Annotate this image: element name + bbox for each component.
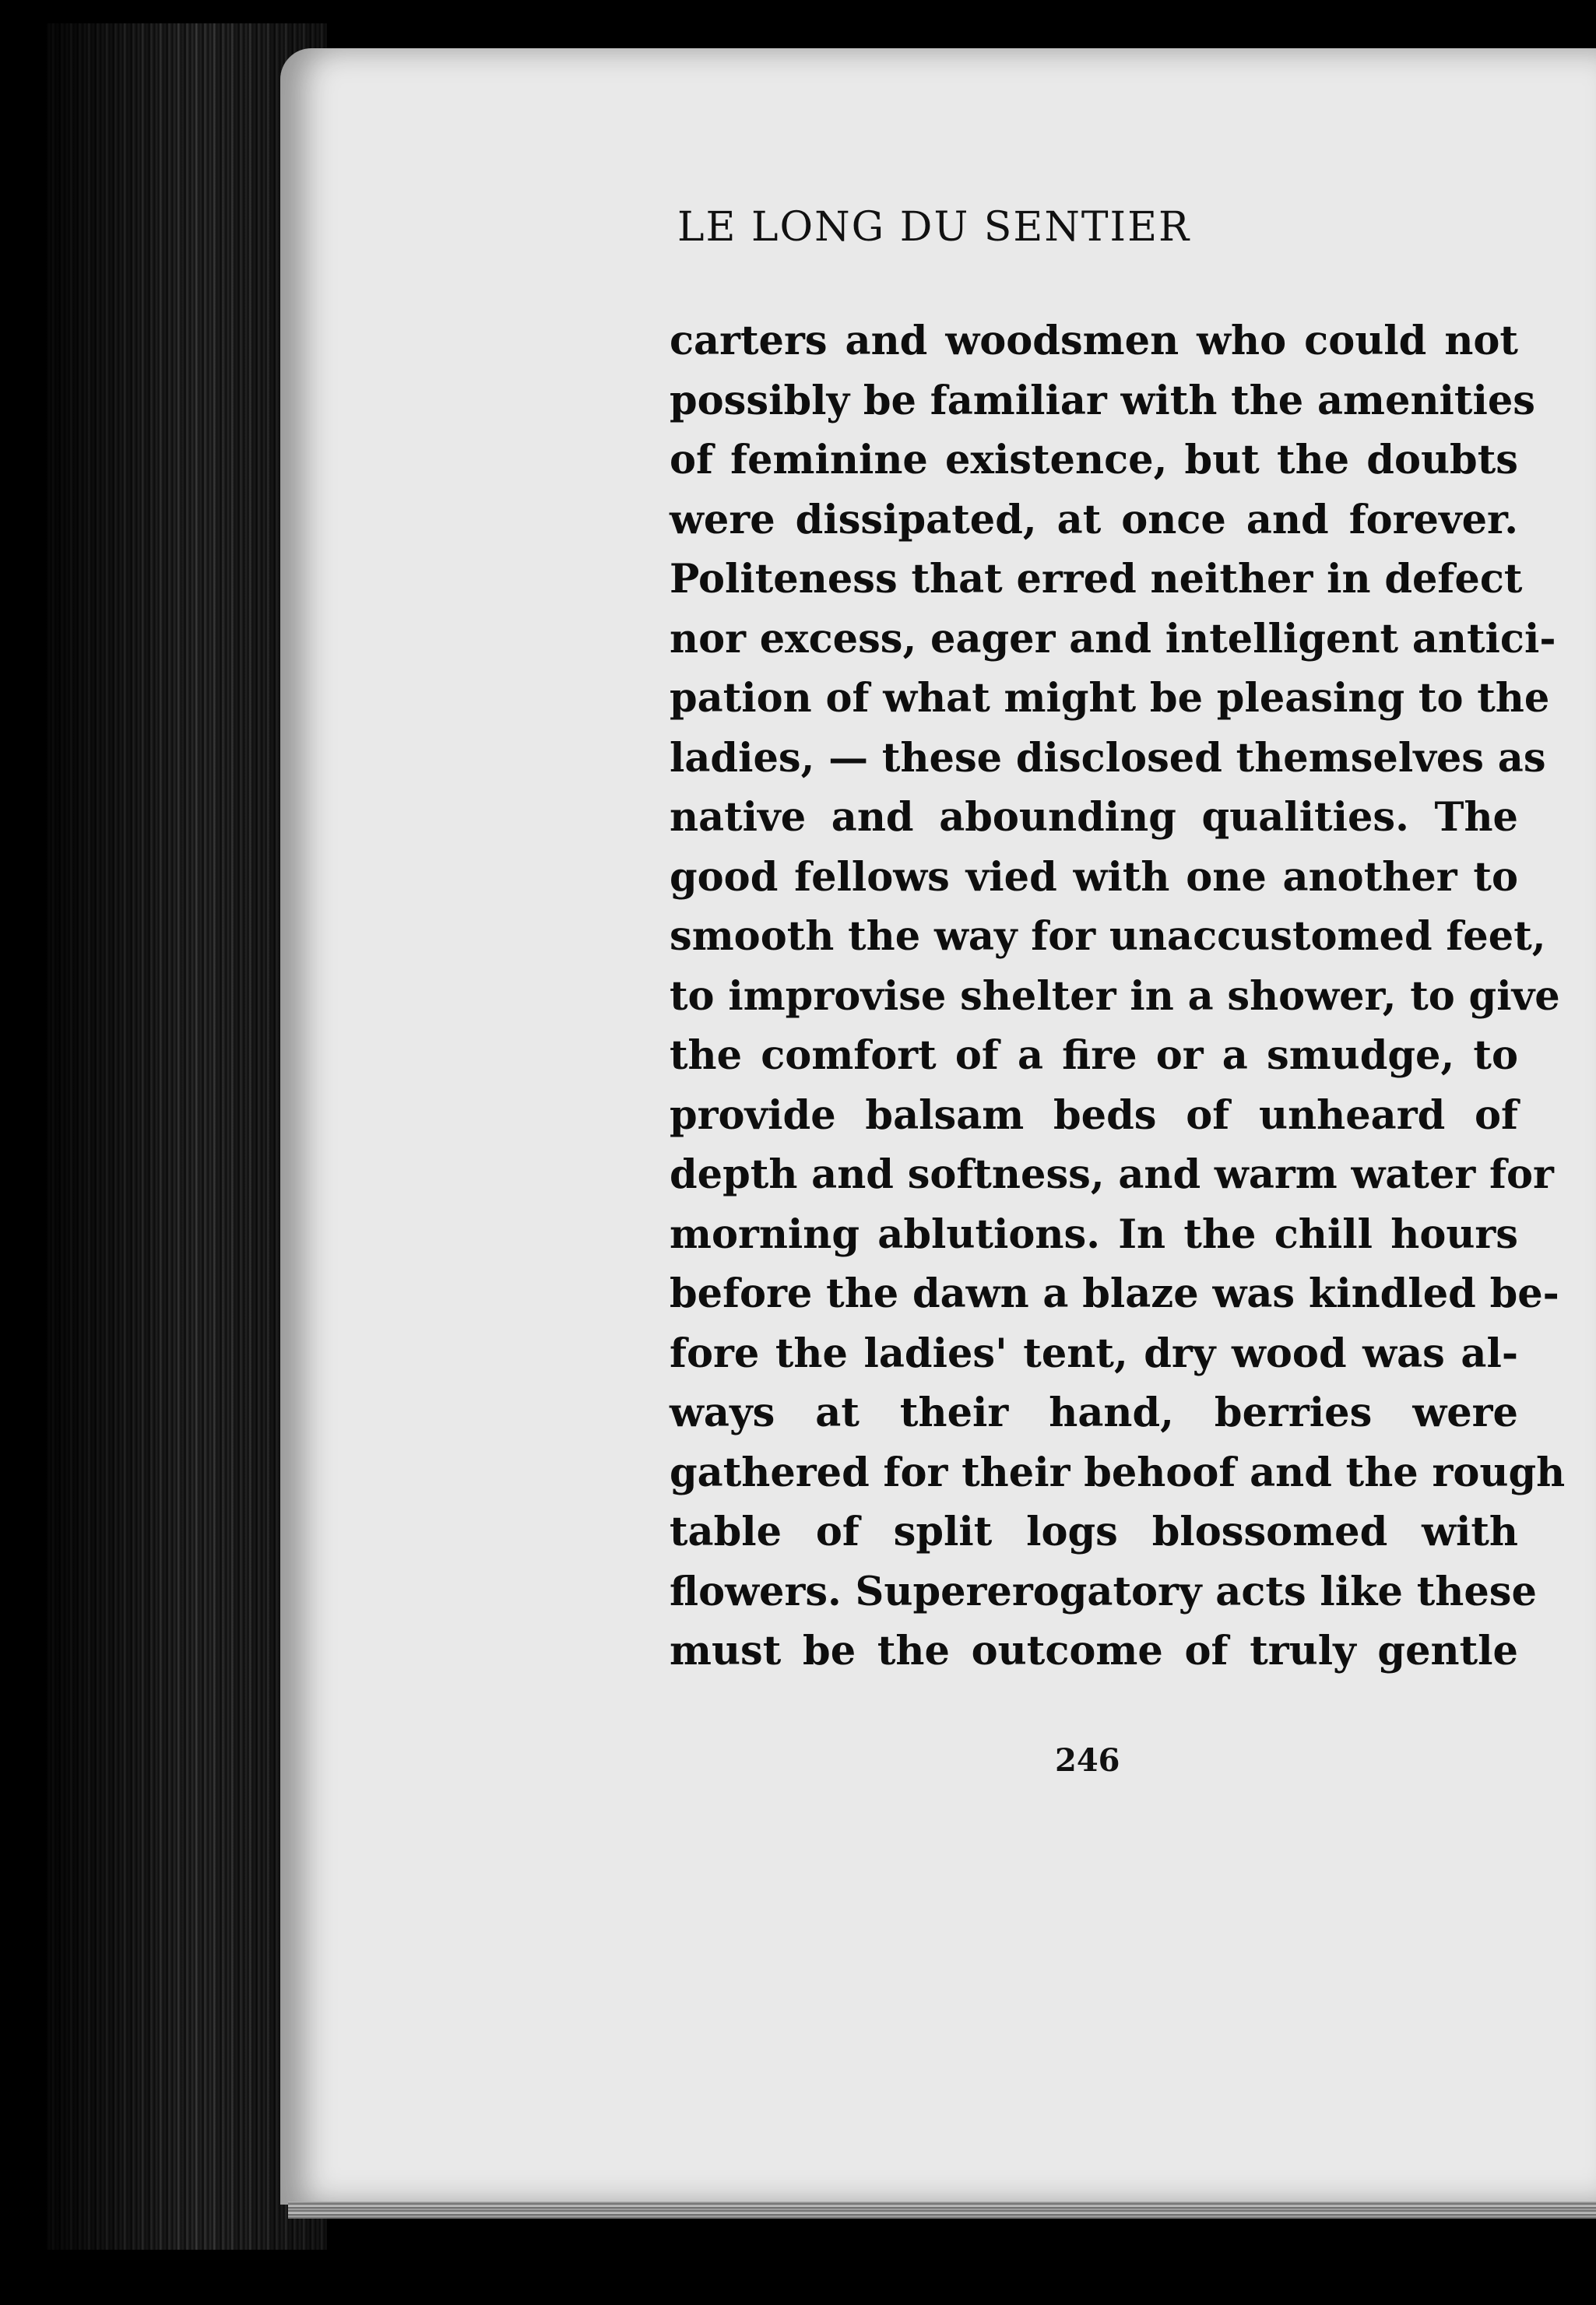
text-line: possibly be familiar with the amenities (670, 377, 1536, 424)
text-line: pation of what might be pleasing to the (670, 675, 1550, 722)
text-line: flowers. Supererogatory acts like these (670, 1568, 1537, 1615)
text-line: carters and woodsmen who could not (670, 318, 1518, 364)
running-head: LE LONG DU SENTIER (677, 204, 1191, 251)
text-line: smooth the way for unaccustomed feet, (670, 913, 1546, 960)
body-text (670, 311, 1566, 1681)
text-line: table of split logs blossomed with (670, 1509, 1518, 1555)
text-line: the comfort of a fire or a smudge, to (670, 1032, 1518, 1079)
text-line: of feminine existence, but the doubts (670, 437, 1518, 483)
page-number: 246 (1055, 1742, 1120, 1779)
text-line: provide balsam beds of unheard of (670, 1091, 1518, 1139)
text-line: morning ablutions. In the chill hours (670, 1210, 1518, 1258)
text-line: native and abounding qualities. The (670, 794, 1518, 841)
text-line: Politeness that erred neither in defect (670, 556, 1523, 603)
text-line: depth and softness, and warm water for (670, 1151, 1554, 1198)
text-line: good fellows vied with one another to (670, 853, 1518, 901)
text-line: before the dawn a blaze was kindled be- (670, 1270, 1559, 1317)
text-line: ladies, — these disclosed themselves as (670, 734, 1546, 782)
text-line: nor excess, eager and intelligent antici- (670, 615, 1556, 662)
text-line: to improvise shelter in a shower, to give (670, 972, 1560, 1020)
page-bottom-edge (288, 2201, 1596, 2219)
text-line: gathered for their behoof and the rough (670, 1449, 1566, 1496)
text-line: fore the ladies' tent, dry wood was al- (670, 1330, 1518, 1377)
text-line: must be the outcome of truly gentle (670, 1628, 1518, 1674)
text-line: ways at their hand, berries were (670, 1390, 1518, 1436)
text-line: were dissipated, at once and forever. (670, 496, 1518, 543)
